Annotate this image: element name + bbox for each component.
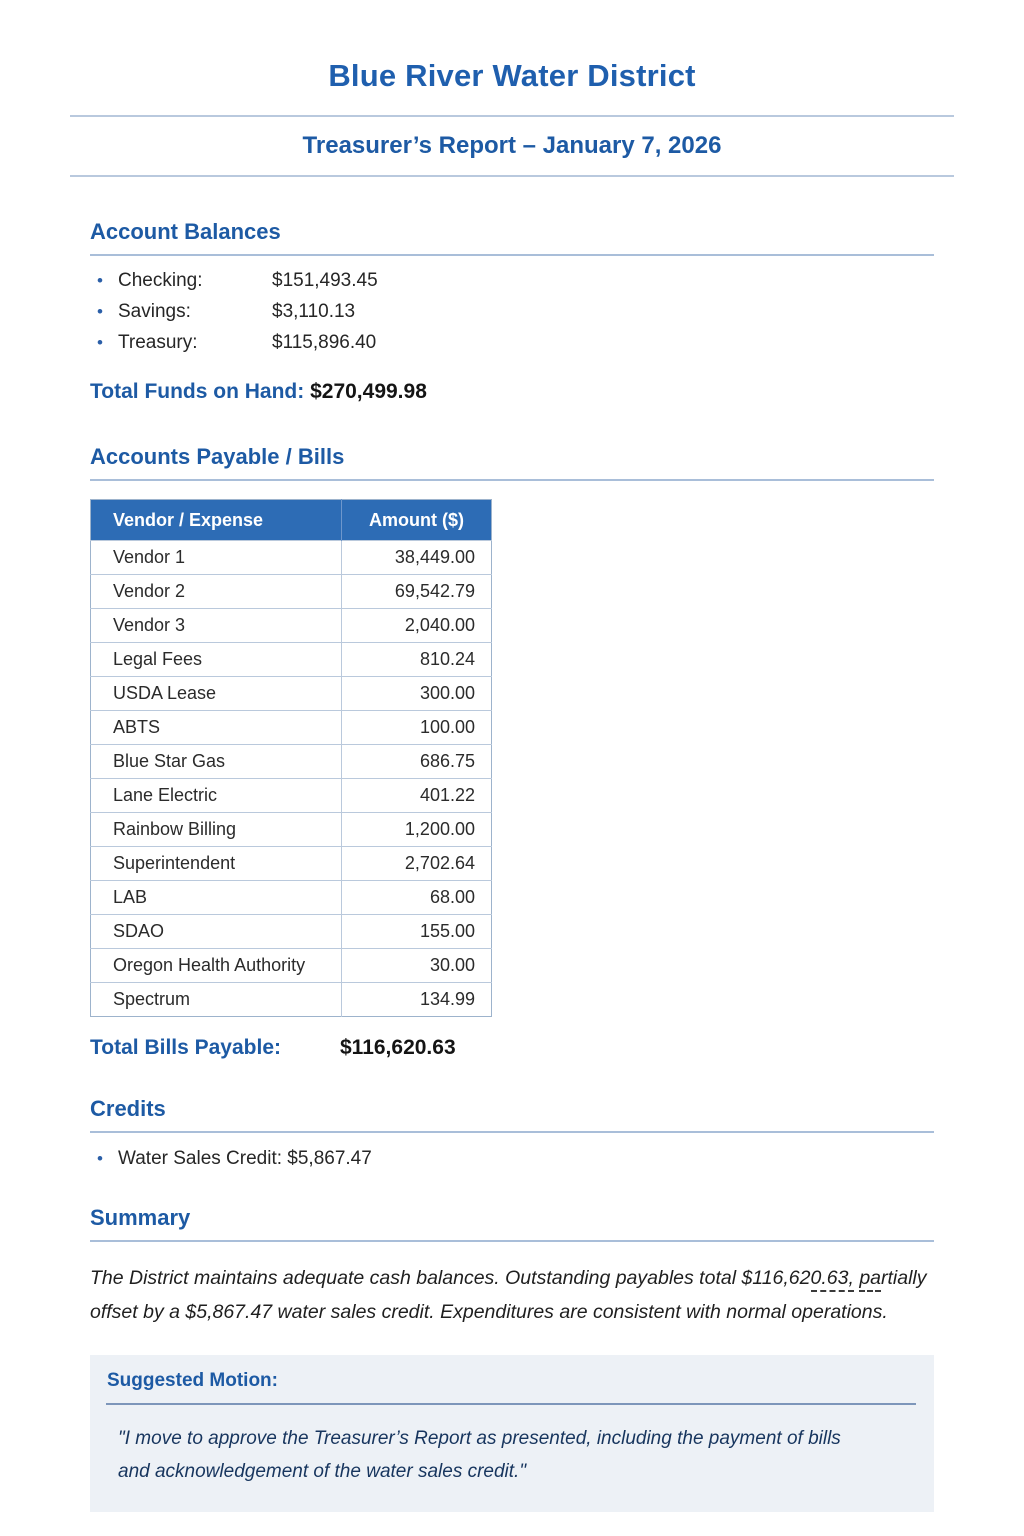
bills-table-body [91,541,492,1017]
balance-label: Treasury: [118,332,198,353]
credit-item [90,1148,934,1170]
vendor-cell: Superintendent [91,847,342,881]
table-row [91,949,492,983]
amount-cell: 30.00 [342,949,492,983]
balance-item [90,332,934,354]
vendor-cell: Rainbow Billing [91,813,342,847]
motion-text: "I move to approve the Treasurer’s Report as presented, including the payment of bills and acknowledgement of the water sales credit." [118,1428,841,1482]
balance-value: $3,110.13 [272,301,356,322]
summary-text: The District maintains adequate cash balances. Outstanding payables total $116,62 [90,1267,811,1289]
total-funds-label: Total Funds on Hand: [90,380,305,403]
vendor-cell: LAB [91,881,342,915]
table-row [91,609,492,643]
bullet-icon: • [97,302,103,321]
vendor-cell: Vendor 1 [91,541,342,575]
amount-cell: 810.24 [342,643,492,677]
balance-item [90,301,934,323]
table-row [91,813,492,847]
table-row [91,575,492,609]
amount-cell: 69,542.79 [342,575,492,609]
vendor-cell: ABTS [91,711,342,745]
subtitle-divider [70,175,954,177]
amount-cell: 300.00 [342,677,492,711]
summary-text: rtially offset by a $5,867.47 water sales credit. Expenditures are consistent with normal operations. [90,1267,927,1323]
section-heading-accounts-payable: Accounts Payable / Bills [90,444,934,481]
vendor-cell: Spectrum [91,983,342,1017]
suggested-motion-box [90,1355,934,1512]
balance-value: $151,493.45 [272,270,378,291]
vendor-cell: Vendor 2 [91,575,342,609]
account-balances-list [90,270,934,354]
amount-cell: 2,040.00 [342,609,492,643]
table-row [91,915,492,949]
page-subtitle: Treasurer’s Report – January 7, 2026 [302,132,722,159]
page-title: Blue River Water District [328,58,696,93]
total-funds-line [90,380,934,404]
amount-cell: 1,200.00 [342,813,492,847]
amount-cell: 155.00 [342,915,492,949]
amount-cell: 686.75 [342,745,492,779]
bullet-icon: • [97,271,103,290]
table-row [91,711,492,745]
total-bills-line [90,1036,934,1060]
bills-table-header [91,500,492,541]
total-funds-value: $270,499.98 [310,380,427,403]
bills-table [90,499,492,1017]
vendor-cell: Oregon Health Authority [91,949,342,983]
bullet-icon: • [97,333,103,352]
balance-label: Savings: [118,301,191,322]
vendor-cell: SDAO [91,915,342,949]
credit-text: Water Sales Credit: $5,867.47 [118,1148,372,1169]
summary-underlined-text: 0.63, [811,1267,854,1292]
vendor-cell: Vendor 3 [91,609,342,643]
vendor-cell: Blue Star Gas [91,745,342,779]
total-bills-value: $116,620.63 [340,1036,456,1059]
motion-heading: Suggested Motion: [107,1370,278,1391]
table-row [91,983,492,1017]
table-row [91,779,492,813]
vendor-cell: USDA Lease [91,677,342,711]
balance-value: $115,896.40 [272,332,377,353]
amount-cell: 2,702.64 [342,847,492,881]
total-bills-label: Total Bills Payable: [90,1036,281,1059]
vendor-cell: Lane Electric [91,779,342,813]
section-heading-summary: Summary [90,1205,934,1242]
column-header-amount: Amount ($) [342,500,492,541]
credits-list [90,1148,934,1170]
table-row [91,847,492,881]
motion-divider [106,1403,916,1405]
section-heading-credits: Credits [90,1096,934,1133]
table-row [91,745,492,779]
amount-cell: 38,449.00 [342,541,492,575]
summary-underlined-text: pa [859,1267,881,1292]
amount-cell: 134.99 [342,983,492,1017]
table-row [91,677,492,711]
balance-label: Checking: [118,270,203,291]
column-header-vendor: Vendor / Expense [91,500,342,541]
amount-cell: 68.00 [342,881,492,915]
table-row [91,541,492,575]
vendor-cell: Legal Fees [91,643,342,677]
table-row [91,643,492,677]
table-row [91,881,492,915]
section-heading-account-balances: Account Balances [90,219,934,256]
summary-paragraph [90,1261,948,1329]
amount-cell: 100.00 [342,711,492,745]
title-divider [70,115,954,117]
bullet-icon: • [97,1149,103,1168]
balance-item [90,270,934,292]
amount-cell: 401.22 [342,779,492,813]
